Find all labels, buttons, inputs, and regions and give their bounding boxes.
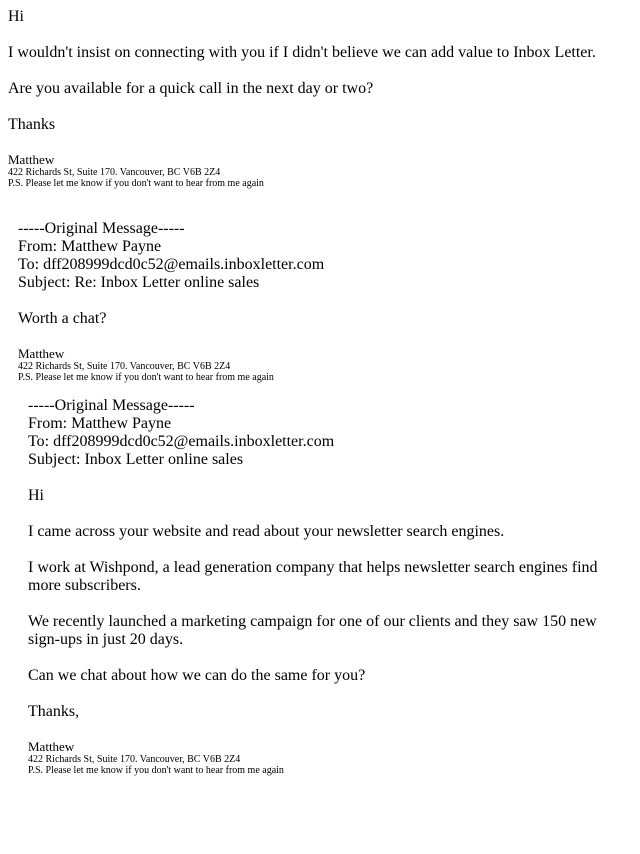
quoted-from: From: Matthew Payne xyxy=(28,415,172,432)
quoted-to: To: dff208999dcd0c52@emails.inboxletter.com xyxy=(18,256,325,273)
body-paragraph: I came across your website and read about your newsletter search engines. xyxy=(28,523,505,540)
quoted-subject: Subject: Re: Inbox Letter online sales xyxy=(18,274,260,291)
signature-address: 422 Richards St, Suite 170. Vancouver, BC V6B 2Z4 xyxy=(28,754,241,765)
signature xyxy=(18,346,632,383)
quoted-message xyxy=(8,220,632,776)
quoted-from: From: Matthew Payne xyxy=(18,238,162,255)
body-paragraph: I wouldn't insist on connecting with you if I didn't believe we can add value to Inbox Letter. xyxy=(8,44,596,61)
body-paragraph: Are you available for a quick call in the next day or two? xyxy=(8,80,374,97)
original-message-separator: -----Original Message----- xyxy=(18,220,185,237)
body-paragraph: Can we chat about how we can do the same for you? xyxy=(28,667,366,684)
signature-name: Matthew xyxy=(8,152,55,167)
closing: Thanks xyxy=(8,116,56,133)
signature-name: Matthew xyxy=(18,346,65,361)
greeting: Hi xyxy=(28,487,44,504)
body-paragraph: We recently launched a marketing campaign for one of our clients and they saw 150 new sign-ups in just 20 days. xyxy=(28,613,597,648)
quoted-message xyxy=(18,397,632,776)
greeting: Hi xyxy=(8,8,24,25)
body-paragraph: I work at Wishpond, a lead generation company that helps newsletter search engines find more subscribers. xyxy=(28,559,598,594)
signature xyxy=(8,152,632,189)
signature-ps: P.S. Please let me know if you don't want to hear from me again xyxy=(18,372,274,383)
body-paragraph: Worth a chat? xyxy=(18,310,107,327)
signature-address: 422 Richards St, Suite 170. Vancouver, BC V6B 2Z4 xyxy=(8,167,221,178)
signature-ps: P.S. Please let me know if you don't want to hear from me again xyxy=(28,765,284,776)
quoted-subject: Subject: Inbox Letter online sales xyxy=(28,451,244,468)
closing: Thanks, xyxy=(28,703,80,720)
original-message-separator: -----Original Message----- xyxy=(28,397,195,414)
signature-ps: P.S. Please let me know if you don't want to hear from me again xyxy=(8,178,264,189)
quoted-header xyxy=(18,220,632,292)
quoted-header xyxy=(28,397,632,469)
quoted-to: To: dff208999dcd0c52@emails.inboxletter.com xyxy=(28,433,335,450)
signature xyxy=(28,739,632,776)
signature-address: 422 Richards St, Suite 170. Vancouver, BC V6B 2Z4 xyxy=(18,361,231,372)
signature-name: Matthew xyxy=(28,739,75,754)
